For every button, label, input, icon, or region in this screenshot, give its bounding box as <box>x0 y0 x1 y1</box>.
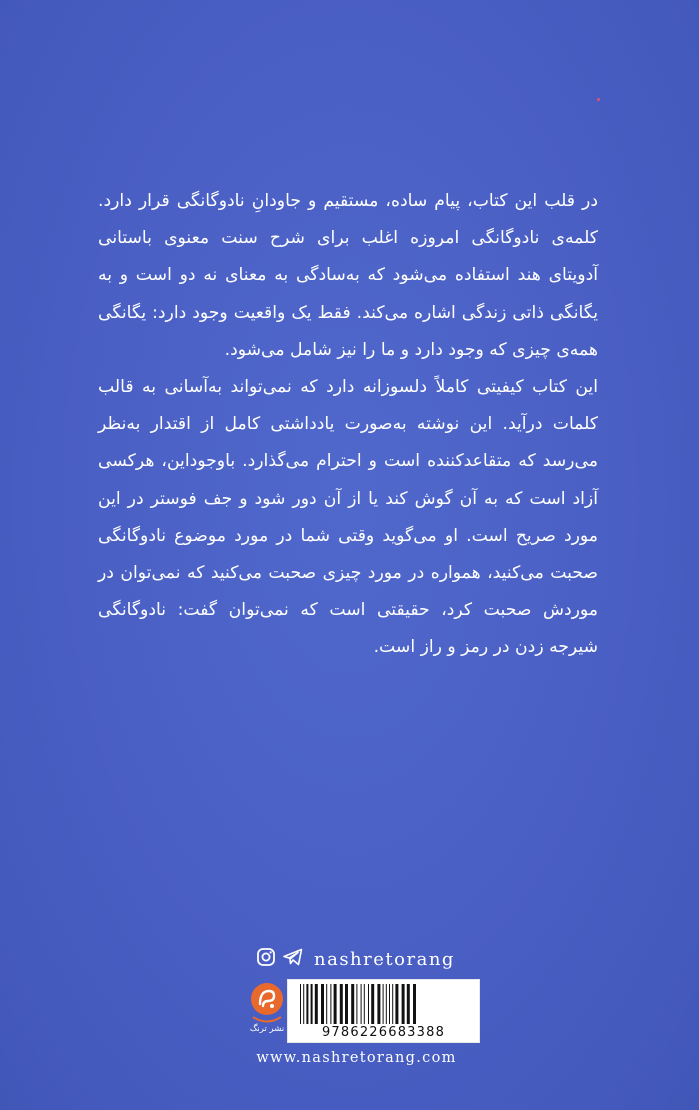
publisher-logo-label: نشر ترنگ <box>249 1024 285 1034</box>
barcode-bar <box>377 984 380 1024</box>
barcode-bar <box>361 984 362 1024</box>
blurb-text <box>98 183 598 667</box>
barcode-bar <box>340 984 343 1024</box>
blurb-paragraph-1: در قلب این کتاب، پیام ساده، مستقیم و جاودانِ نادوگانگی قرار دارد. کلمه‌ی نادوگانگی امروزه اغلب برای شرح سنت معنوی باستانی آدویتای هند استفاده می‌شود که به‌سادگی به معنای نه دو است و به یگانگی ذاتی زندگی اشاره می‌کند. فقط یک واقعیت وجود دارد: یگانگی همه‌ی چیزی که وجود دارد و ما را نیز شامل می‌شود. <box>98 191 598 360</box>
barcode-bar <box>315 984 318 1024</box>
barcode-bar <box>330 984 331 1024</box>
barcode-bar <box>311 984 313 1024</box>
isbn-barcode <box>287 979 480 1043</box>
barcode-bar <box>383 984 384 1024</box>
barcode-bar <box>389 984 390 1024</box>
barcode-bar <box>300 984 301 1024</box>
barcode-bar <box>306 984 308 1024</box>
barcode-bar <box>371 984 374 1024</box>
barcode-bar <box>351 984 354 1024</box>
barcode-bar <box>334 984 337 1024</box>
telegram-icon <box>282 947 304 971</box>
barcode-bar <box>345 984 348 1024</box>
instagram-icon <box>256 947 276 971</box>
barcode-bar <box>326 984 327 1024</box>
barcode-bar <box>392 984 393 1024</box>
barcode-bar <box>407 984 410 1024</box>
barcode-bar <box>356 984 357 1024</box>
isbn-number: 9786226683388 <box>321 1025 446 1040</box>
social-row <box>256 946 476 972</box>
barcode-bar <box>402 984 405 1024</box>
barcode-bar <box>413 984 416 1024</box>
barcode-bar <box>386 984 387 1024</box>
blurb-paragraph-2: این کتاب کیفیتی کاملاً دلسوزانه دارد که نمی‌تواند به‌آسانی به قالب کلمات درآید. این نوشته به‌صورت یادداشتی کامل از اقتدار به‌نظر می‌رسد که متقاعدکننده است و احترام می‌گذارد. باوجوداین، هرکسی آزاد است که به آن گوش کند یا از آن دور شود و جف فوستر در این مورد صریح است. او می‌گوید وقتی شما در مورد موضوع نادوگانگی صحبت می‌کنید، همواره در مورد چیزی صحبت می‌کنید که نمی‌توان در موردش صحبت کرد، حقیقتی است که نمی‌توان گفت: نادوگانگی شیرجه زدن در رمز و راز است. <box>98 377 598 658</box>
publisher-logo <box>250 982 284 1040</box>
social-handle: nashretorang <box>314 948 455 970</box>
print-speck <box>597 98 600 101</box>
publisher-website: www.nashretorang.com <box>256 1050 457 1066</box>
barcode-bar <box>368 984 369 1024</box>
barcode-bar <box>303 984 304 1024</box>
barcode-bar <box>321 984 324 1024</box>
barcode-bar <box>395 984 398 1024</box>
barcode-bar <box>364 984 365 1024</box>
